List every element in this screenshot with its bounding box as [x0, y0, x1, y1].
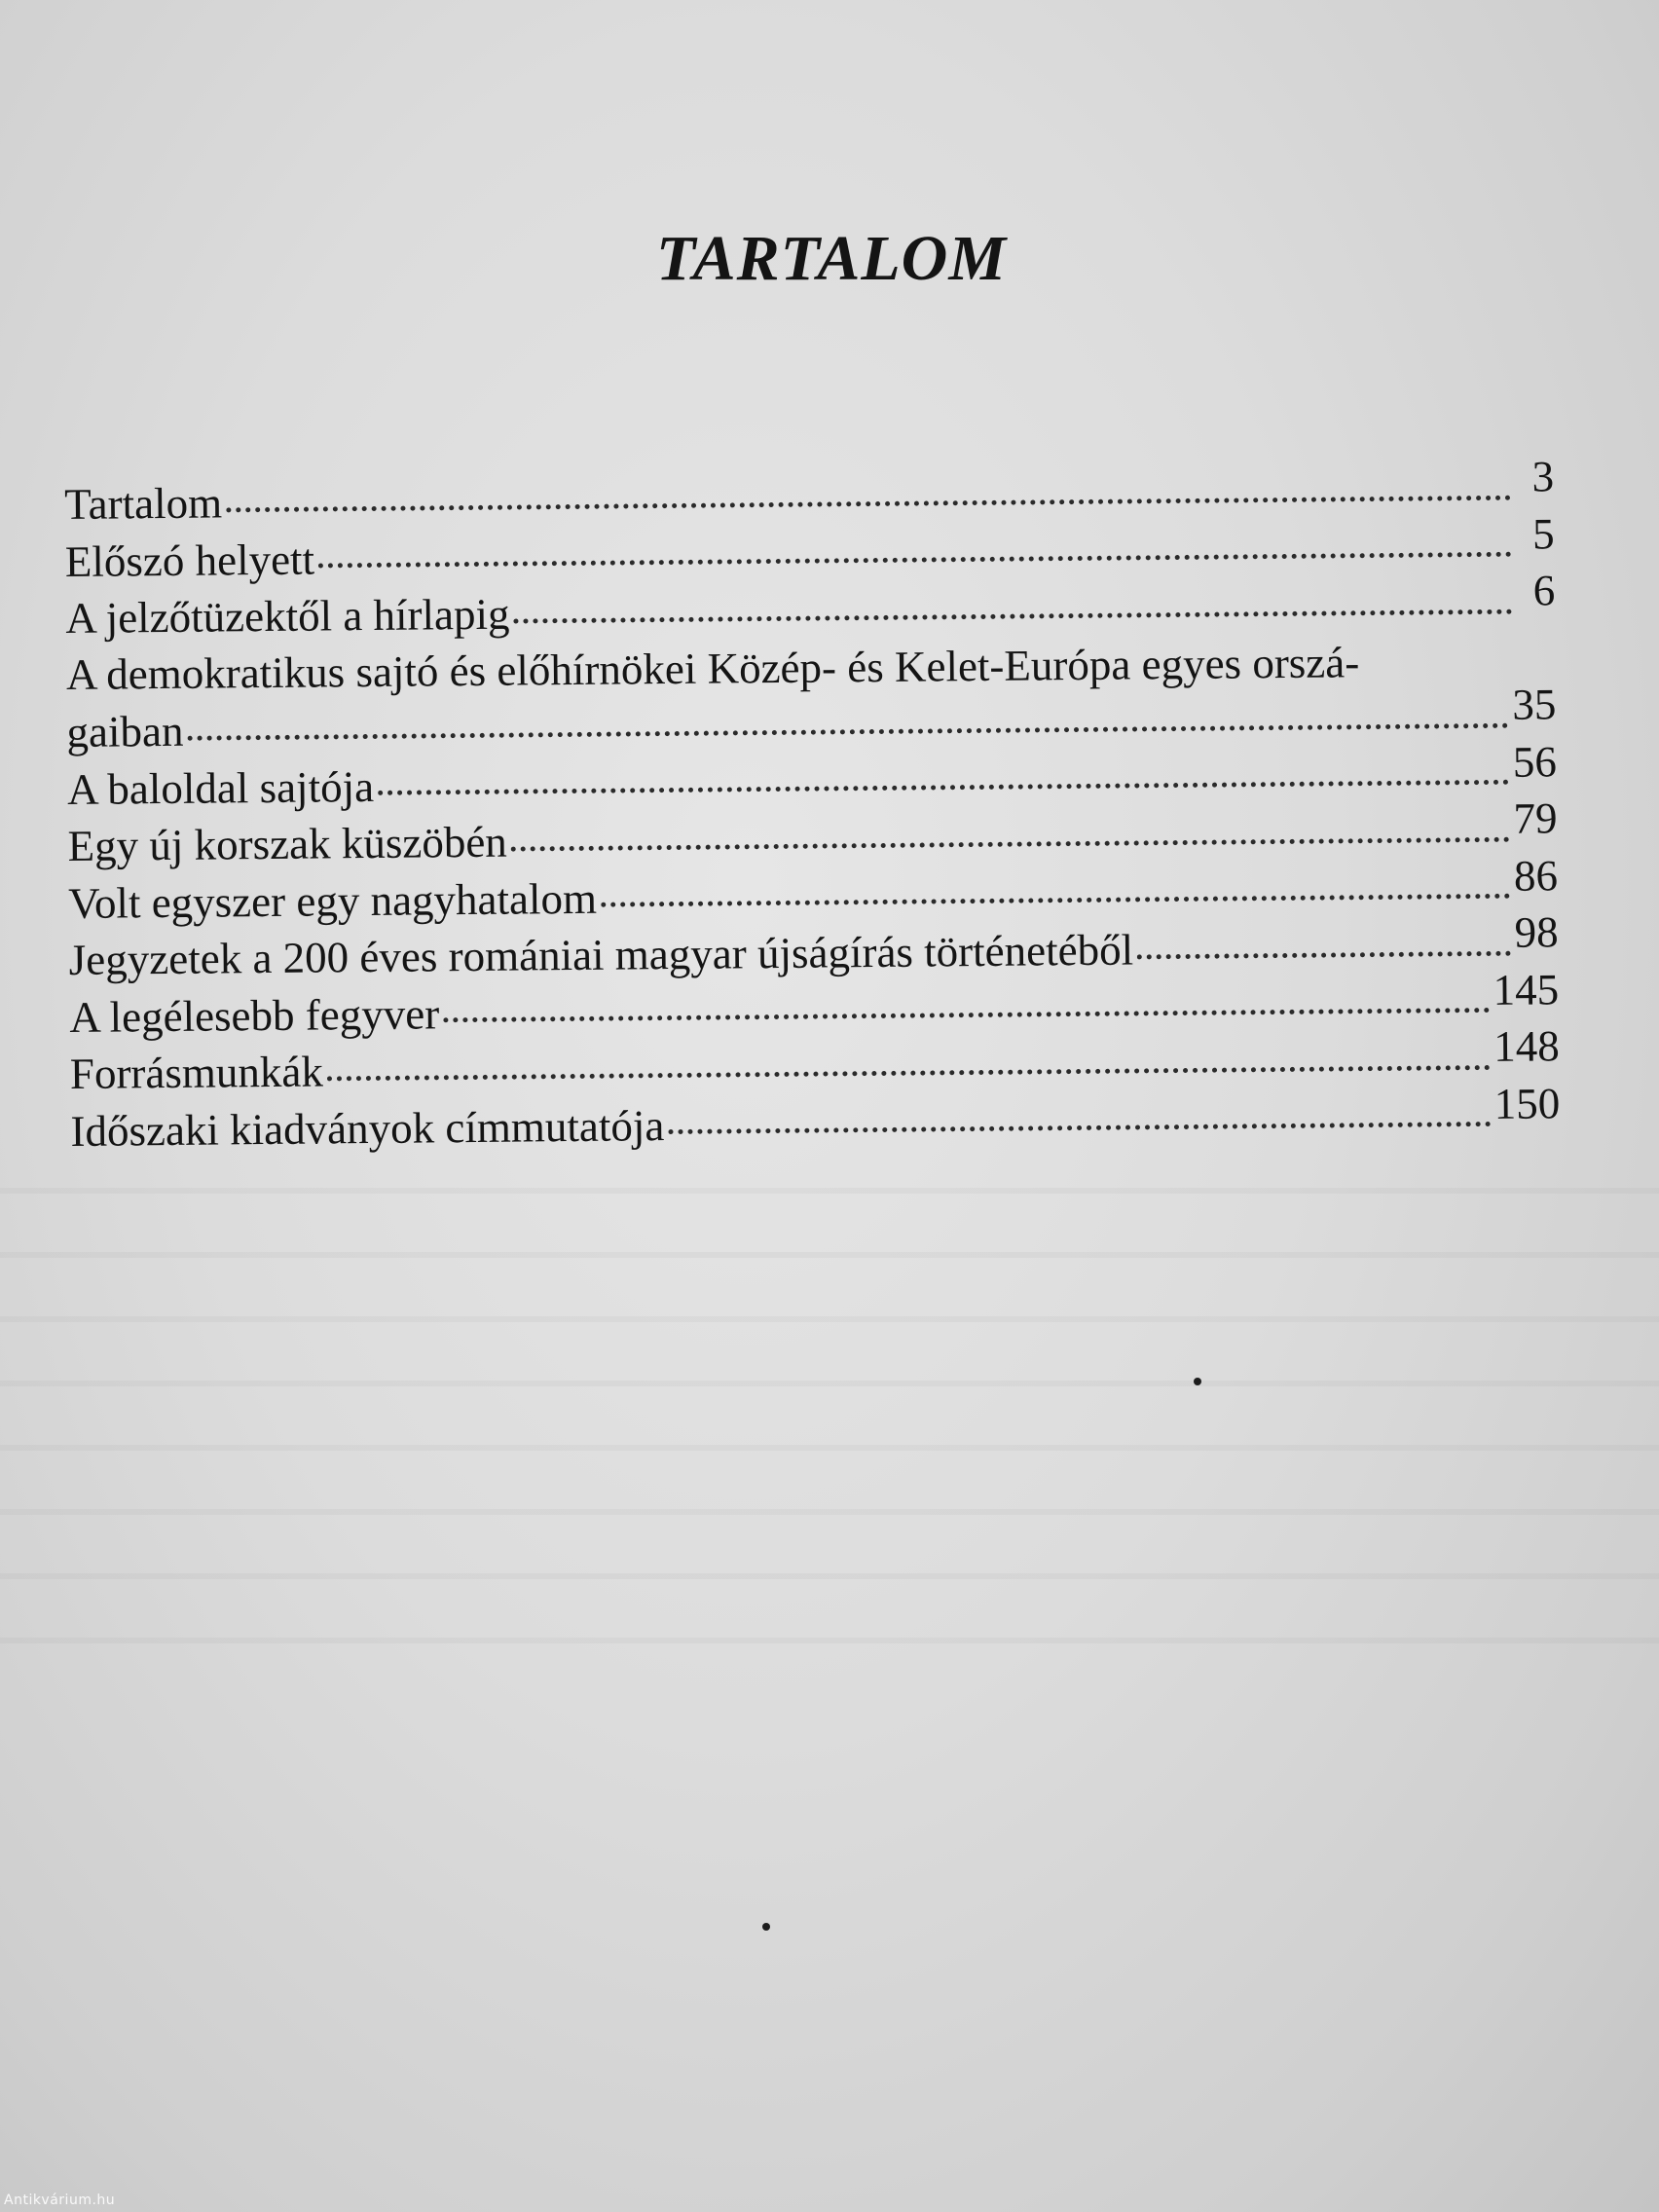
dot-leader	[1137, 917, 1511, 965]
toc-entry-label: Időszaki kiadványok címmutatója	[70, 1100, 665, 1156]
watermark: Antikvárium.hu	[4, 2193, 116, 2208]
ink-speck	[1194, 1378, 1201, 1385]
toc-entry-label: A baloldal sajtója	[66, 761, 375, 814]
toc-entry-page: 148	[1493, 1021, 1560, 1071]
table-of-contents	[64, 452, 1561, 1159]
toc-entry-page: 150	[1493, 1078, 1561, 1128]
dot-leader	[226, 461, 1512, 518]
toc-entry-label: Volt egyszer egy nagyhatalom	[67, 873, 598, 928]
page-title: TARTALOM	[655, 223, 1008, 294]
toc-entry-page: 79	[1513, 793, 1558, 843]
toc-entry-page: 56	[1512, 736, 1558, 787]
toc-entry-label: A demokratikus sajtó és előhírnökei Közép- és Kelet-Európa egyes orszá-	[65, 637, 1360, 699]
toc-entry-page: 35	[1512, 680, 1557, 729]
toc-entry-label-continuation: gaiban	[66, 706, 184, 756]
dot-leader	[668, 1088, 1491, 1139]
toc-entry-page: 3	[1531, 452, 1555, 501]
dot-leader	[513, 575, 1512, 629]
toc-entry-label: Előszó helyett	[64, 535, 315, 586]
toc-entry-page: 5	[1531, 508, 1555, 559]
toc-entry-label: A jelzőtüzektől a hírlapig	[65, 589, 510, 643]
toc-entry-page: 86	[1513, 850, 1559, 901]
toc-entry-label: A legélesebb fegyver	[69, 988, 440, 1042]
ink-speck	[762, 1923, 770, 1931]
dot-leader	[511, 803, 1510, 857]
bleed-through-text	[0, 1149, 1659, 1694]
toc-entry-page: 6	[1532, 566, 1556, 615]
toc-entry-label: Egy új korszak küszöbén	[67, 817, 508, 870]
toc-entry-label: Jegyzetek a 200 éves romániai magyar újságírás történetéből	[68, 925, 1134, 984]
toc-entry-label: Tartalom	[64, 478, 223, 529]
toc-entry-page: 98	[1514, 907, 1559, 957]
toc-entry-page: 145	[1493, 964, 1560, 1014]
toc-entry-label: Forrásmunkák	[69, 1047, 324, 1098]
dot-leader	[601, 860, 1511, 912]
dot-leader	[443, 974, 1490, 1027]
